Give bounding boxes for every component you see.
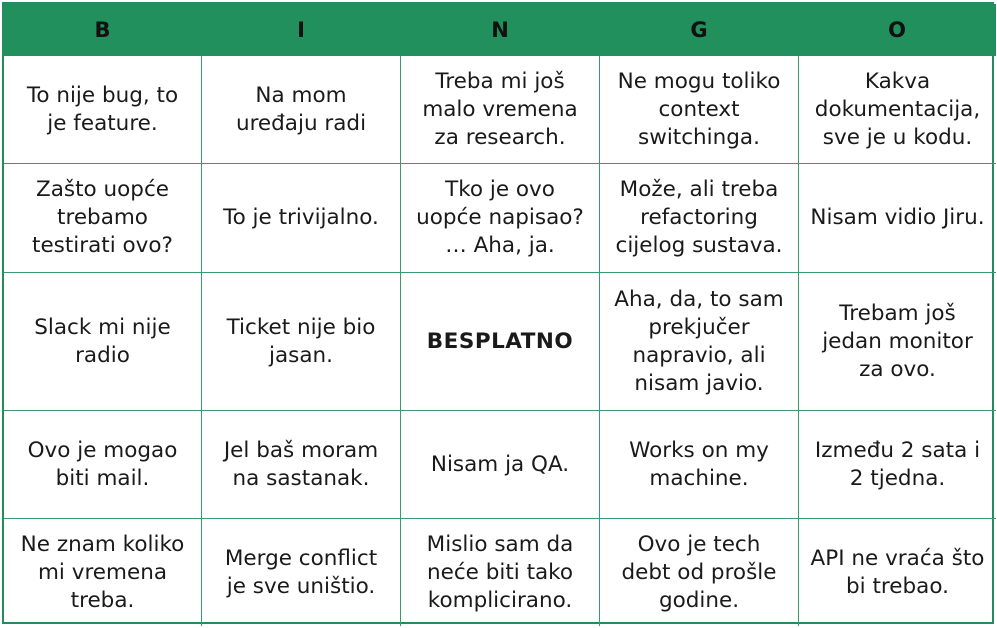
header-n: N [401,4,600,56]
bingo-cell-r5-c3[interactable]: Mislio sam da neće biti tako komplicirano. [401,519,600,626]
bingo-cell-r4-c5[interactable]: Između 2 sata i 2 tjedna. [799,411,996,519]
bingo-cell-r4-c2[interactable]: Jel baš moram na sastanak. [202,411,401,519]
bingo-cell-r5-c5[interactable]: API ne vraća što bi trebao. [810,545,985,599]
header-i: I [202,4,401,56]
bingo-cell-r2-c1[interactable]: Zašto uopće trebamo testirati ovo? [4,164,202,273]
bingo-cell-r4-c4[interactable]: Works on my machine. [600,411,799,519]
bingo-cell-r3-c1[interactable]: Slack mi nije radio [4,273,202,411]
bingo-cell-r2-c5[interactable]: Nisam vidio Jiru. [799,164,996,273]
bingo-cell-r2-c2[interactable]: To je trivijalno. [202,164,401,273]
bingo-cell-r4-c3[interactable]: Nisam ja QA. [401,411,600,519]
bingo-free-space[interactable]: BESPLATNO [401,273,600,411]
bingo-cell-r1-c3[interactable]: Treba mi još malo vremena za research. [401,56,600,164]
bingo-cell-r5-c4[interactable]: Ovo je tech debt od prošle godine. [600,519,799,626]
bingo-cell-r5-c2[interactable]: Merge conflict je sve uništio. [202,519,401,626]
bingo-cell-r4-c1[interactable]: Ovo je mogao biti mail. [4,411,202,519]
header-b: B [4,4,202,56]
bingo-cell-r2-c3[interactable]: Tko je ovo uopće napisao? … Aha, ja. [401,164,600,273]
bingo-cell-r1-c4[interactable]: Ne mogu toliko context switchinga. [600,56,799,164]
bingo-board [2,2,994,624]
bingo-cell-r3-c4[interactable]: Aha, da, to sam prekjučer napravio, ali nisam javio. [600,273,799,411]
bingo-cell-r1-c5[interactable]: Kakva dokumentacija, sve je u kodu. [799,56,996,164]
bingo-cell-r3-c5[interactable]: Trebam još jedan monitor za ovo. [799,273,996,411]
header-g: G [600,4,799,56]
header-o: O [799,4,996,56]
bingo-cell-r5-c1[interactable]: Ne znam koliko mi vremena treba. [4,519,202,626]
bingo-cell-r3-c2[interactable]: Ticket nije bio jasan. [202,273,401,411]
bingo-cell-r2-c4[interactable]: Može, ali treba refactoring cijelog sustava. [600,164,799,273]
bingo-cell-r1-c2[interactable]: Na mom uređaju radi [202,56,401,164]
bingo-cell-r1-c1[interactable]: To nije bug, to je feature. [4,56,202,164]
